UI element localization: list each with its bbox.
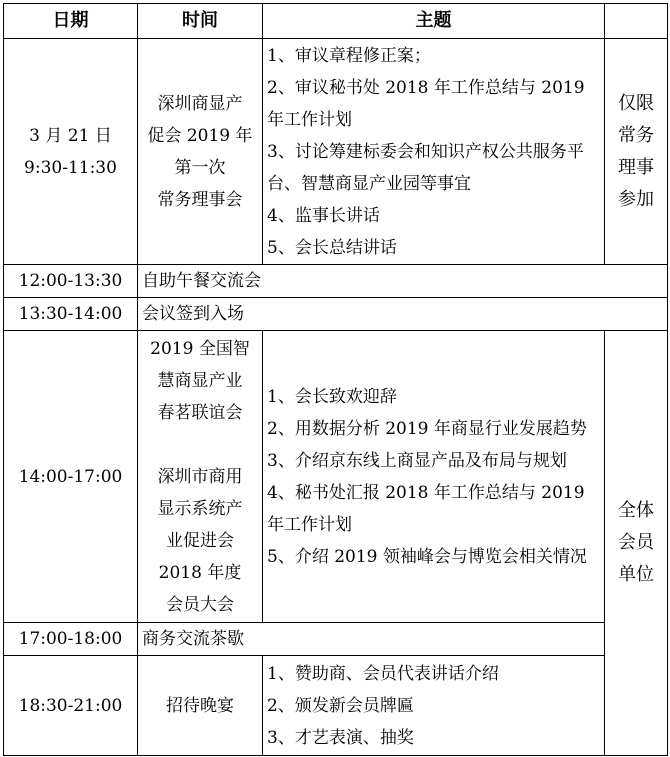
row5-content: 商务交流茶歇: [138, 623, 605, 656]
note-line: 全体: [618, 500, 654, 521]
row6-topics-cell: [263, 656, 605, 756]
topic-item: 5、会长总结讲话: [267, 237, 397, 258]
row1-event-cell: [138, 39, 263, 265]
row1-event-line: 第一次: [174, 157, 226, 178]
row3-content: 会议签到入场: [138, 298, 668, 331]
table-row: [4, 39, 668, 265]
row1-event-line: 促会 2019 年: [147, 125, 253, 146]
row1-date-cell: [4, 39, 138, 265]
row6-time: 18:30-21:00: [4, 656, 138, 756]
event-spacer: [142, 429, 258, 461]
row4-event-line: 春茗联谊会: [157, 402, 243, 423]
topic-item: 3、讨论筹建标委会和知识产权公共服务平台、智慧商显产业园等事宜: [267, 141, 584, 194]
header-note: [605, 4, 668, 39]
row3-time: 13:30-14:00: [4, 298, 138, 331]
agenda-table: [3, 3, 668, 756]
topic-item: 2、用数据分析 2019 年商显行业发展趋势: [267, 418, 587, 439]
row1-event-line: 深圳商显产: [157, 93, 243, 114]
row4-event-line: 业促进会: [166, 530, 234, 551]
row2-content: 自助午餐交流会: [138, 265, 668, 298]
topic-item: 4、秘书处汇报 2018 年工作总结与 2019 年工作计划: [267, 482, 585, 535]
row4-event-cell: [138, 331, 263, 623]
row4-event-line: 2019 全国智: [150, 338, 250, 359]
topic-item: 3、介绍京东线上商显产品及布局与规划: [267, 450, 567, 471]
table-row: [4, 656, 668, 756]
row4-topics-cell: [263, 331, 605, 623]
row6-event: 招待晚宴: [138, 656, 263, 756]
row4-time: 14:00-17:00: [4, 331, 138, 623]
header-date: 日期: [4, 4, 138, 39]
header-time: 时间: [138, 4, 263, 39]
row5-time: 17:00-18:00: [4, 623, 138, 656]
topic-item: 5、介绍 2019 领袖峰会与博览会相关情况: [267, 546, 587, 567]
row4-event-line: 慧商显产业: [157, 370, 243, 391]
table-row: [4, 331, 668, 623]
note-line: 理事: [618, 156, 654, 178]
note-line: 参加: [618, 188, 654, 210]
row4-note-cell: [605, 331, 668, 756]
row1-date-time: 9:30-11:30: [24, 157, 117, 178]
topic-item: 2、颁发新会员牌匾: [267, 695, 414, 716]
table-row: [4, 265, 668, 298]
note-line: 常务: [618, 124, 654, 146]
topic-item: 1、会长致欢迎辞: [267, 386, 397, 407]
table-row: [4, 623, 668, 656]
topic-item: 3、才艺表演、抽奖: [267, 727, 414, 748]
row4-event-line: 2018 年度: [158, 562, 242, 583]
topic-item: 2、审议秘书处 2018 年工作总结与 2019 年工作计划: [267, 77, 585, 130]
row1-topics-cell: [263, 39, 605, 265]
row4-event-line: 深圳市商用: [157, 466, 243, 487]
note-line: 单位: [618, 564, 654, 585]
topic-item: 1、审议章程修正案；: [267, 45, 431, 66]
note-line: 仅限: [618, 92, 654, 114]
row1-note-cell: [605, 39, 668, 265]
row1-date-day: 3 月 21 日: [29, 125, 112, 146]
row4-event-line: 会员大会: [166, 594, 234, 615]
row2-time: 12:00-13:30: [4, 265, 138, 298]
header-row: [4, 4, 668, 39]
row1-event-line: 常务理事会: [157, 189, 243, 210]
agenda-table-wrapper: [3, 3, 668, 756]
row4-event-line: 显示系统产: [157, 498, 243, 519]
topic-item: 4、监事长讲话: [267, 205, 380, 226]
note-line: 会员: [618, 532, 654, 553]
table-row: [4, 298, 668, 331]
header-topic: 主题: [263, 4, 605, 39]
topic-item: 1、赞助商、会员代表讲话介绍: [267, 663, 499, 684]
